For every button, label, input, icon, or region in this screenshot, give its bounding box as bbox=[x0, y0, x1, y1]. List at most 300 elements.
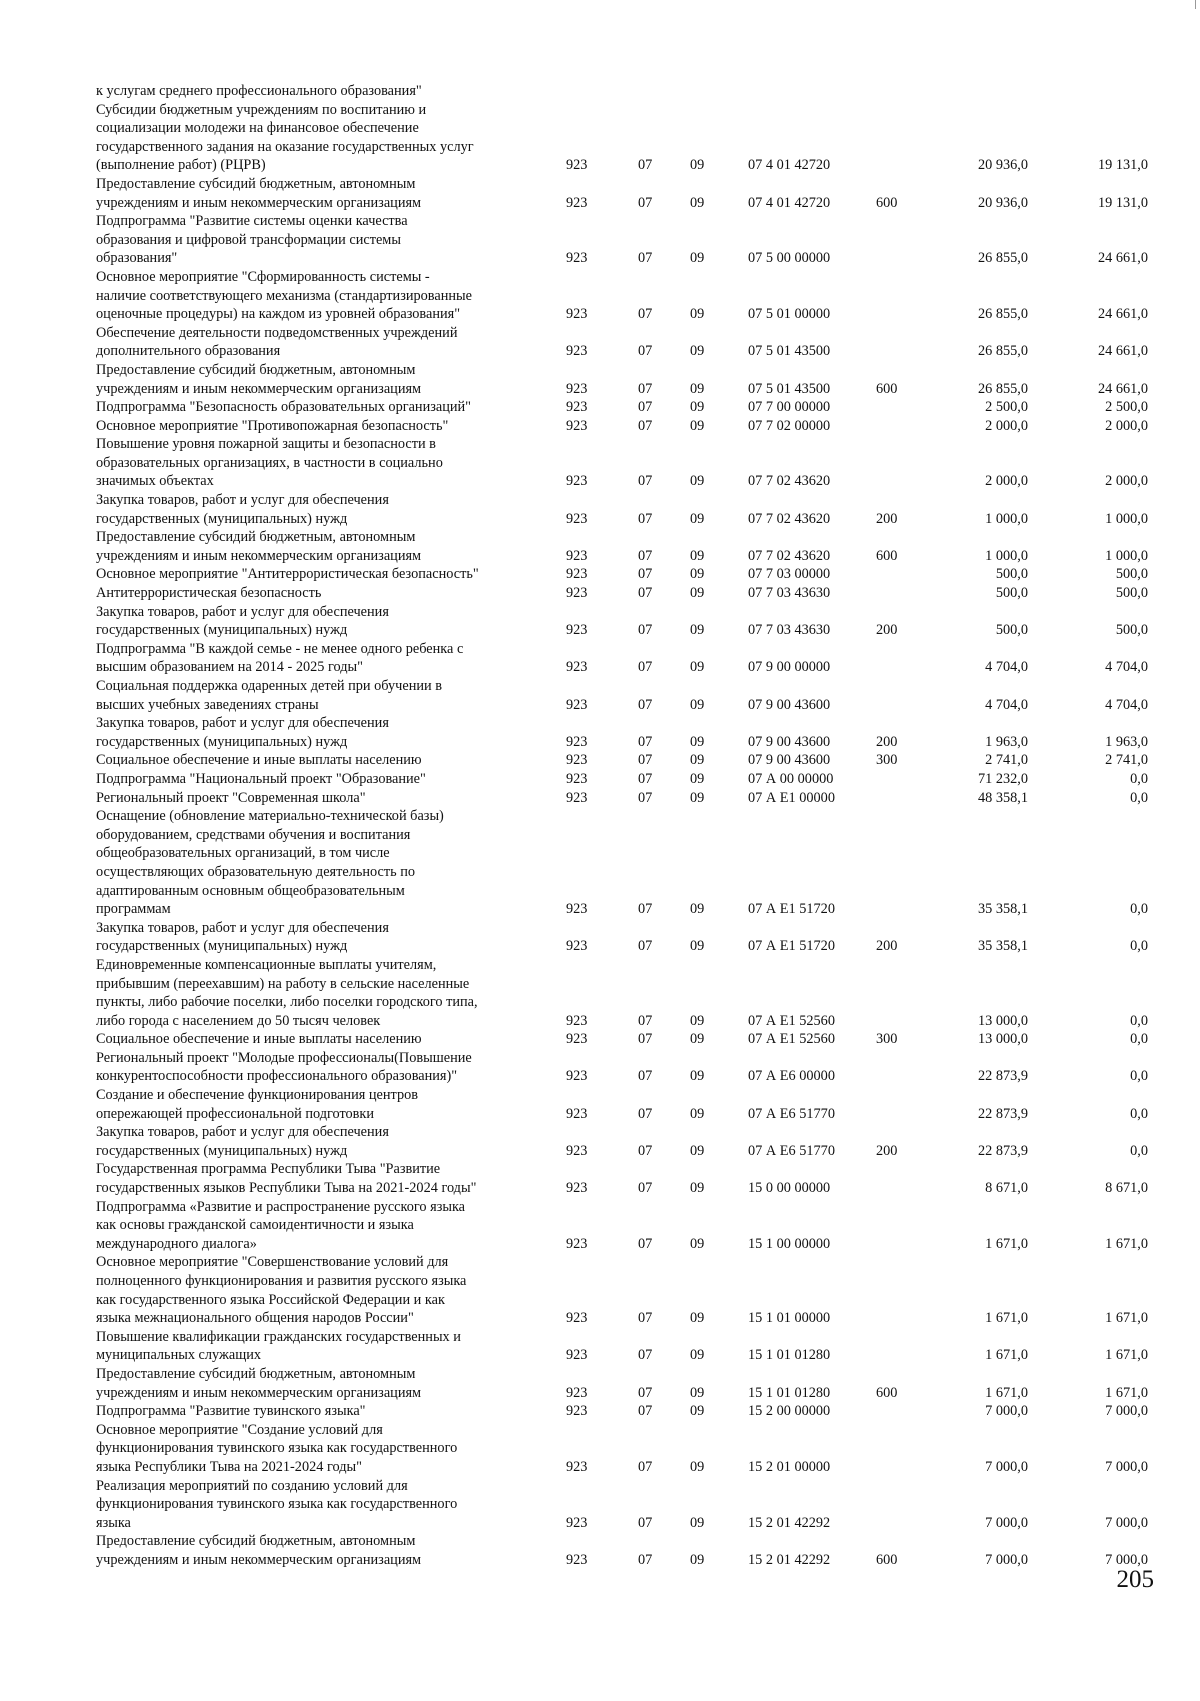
row-amount-year-2: 1 671,0 bbox=[1105, 1347, 1148, 1364]
row-amount-year-2: 1 671,0 bbox=[1105, 1235, 1148, 1252]
row-ved-code: 923 bbox=[566, 938, 588, 955]
row-amount-year-2: 0,0 bbox=[1130, 901, 1148, 918]
table-row bbox=[96, 751, 1148, 770]
row-name: Региональный проект "Молодые профессионалы(Повышение конкурентоспособности профессионального образования)" bbox=[96, 1049, 472, 1085]
row-expense-type-code: 600 bbox=[876, 380, 898, 397]
row-amount-year-2: 0,0 bbox=[1130, 1142, 1148, 1159]
row-amount-year-2 bbox=[1028, 82, 1148, 101]
row-target-article-code: 07 5 01 43500 bbox=[748, 380, 831, 397]
row-expense-type-code: 300 bbox=[876, 1031, 898, 1048]
row-subsection-code: 09 bbox=[690, 510, 705, 527]
row-expense-type-code: 600 bbox=[876, 194, 898, 211]
row-ved-code: 923 bbox=[566, 659, 588, 676]
row-name: Закупка товаров, работ и услуг для обеспечения государственных (муниципальных) нужд bbox=[96, 715, 389, 750]
row-name: Повышение квалификации гражданских государственных и муниципальных служащих bbox=[96, 1328, 461, 1364]
row-subsection-code: 09 bbox=[690, 1347, 705, 1364]
row-amount-year-2: 1 000,0 bbox=[1105, 547, 1148, 564]
row-amount-year-1: 22 873,9 bbox=[977, 1105, 1028, 1122]
row-section-code: 07 bbox=[638, 1458, 653, 1475]
row-amount-year-1: 22 873,9 bbox=[977, 1142, 1028, 1159]
table-row bbox=[96, 101, 1148, 175]
row-amount-year-1: 4 704,0 bbox=[985, 659, 1028, 676]
row-target-article-code bbox=[748, 82, 876, 101]
row-name: Основное мероприятие "Сформированность системы - наличие соответствующего механизма (стандартизированные оценочные процедуры) на каждом из уровней образования" bbox=[96, 268, 472, 323]
row-target-article-code: 07 7 02 43620 bbox=[748, 547, 831, 564]
row-amount-year-2: 2 500,0 bbox=[1105, 399, 1148, 416]
row-section-code: 07 bbox=[638, 1012, 653, 1029]
row-target-article-code: 15 1 01 00000 bbox=[748, 1310, 831, 1327]
row-section-code: 07 bbox=[638, 157, 653, 174]
table-row bbox=[96, 1086, 1148, 1123]
row-name: Предоставление субсидий бюджетным, автономным учреждениям и иным некоммерческим организациям bbox=[96, 361, 422, 397]
row-subsection-code: 09 bbox=[690, 1068, 705, 1085]
row-subsection-code: 09 bbox=[690, 1458, 705, 1475]
row-target-article-code: 07 А Е1 00000 bbox=[748, 789, 835, 806]
row-ved-code: 923 bbox=[566, 473, 588, 490]
row-target-article-code: 07 А Е6 51770 bbox=[748, 1105, 835, 1122]
row-amount-year-2: 500,0 bbox=[1115, 566, 1148, 583]
row-ved-code: 923 bbox=[566, 547, 588, 564]
table-row bbox=[96, 956, 1148, 1030]
row-expense-type-code bbox=[876, 1253, 936, 1327]
row-expense-type-code bbox=[876, 770, 936, 789]
row-expense-type-code bbox=[876, 1160, 936, 1197]
row-section-code: 07 bbox=[638, 1310, 653, 1327]
table-row bbox=[96, 770, 1148, 789]
row-amount-year-2: 0,0 bbox=[1130, 770, 1148, 787]
row-subsection-code: 09 bbox=[690, 938, 705, 955]
row-target-article-code: 07 А Е6 51770 bbox=[748, 1142, 835, 1159]
row-subsection-code: 09 bbox=[690, 1514, 705, 1531]
row-subsection-code: 09 bbox=[690, 1403, 705, 1420]
row-expense-type-code: 200 bbox=[876, 938, 898, 955]
row-amount-year-1: 1 000,0 bbox=[985, 547, 1028, 564]
row-section-code: 07 bbox=[638, 417, 653, 434]
table-row bbox=[96, 491, 1148, 528]
row-section-code: 07 bbox=[638, 1068, 653, 1085]
row-expense-type-code bbox=[876, 1328, 936, 1365]
row-target-article-code: 07 4 01 42720 bbox=[748, 194, 831, 211]
table-row bbox=[96, 1477, 1148, 1533]
row-subsection-code: 09 bbox=[690, 585, 705, 602]
table-row bbox=[96, 807, 1148, 919]
row-amount-year-1: 20 936,0 bbox=[977, 157, 1028, 174]
row-expense-type-code bbox=[876, 789, 936, 808]
row-ved-code: 923 bbox=[566, 343, 588, 360]
table-row bbox=[96, 417, 1148, 436]
row-ved-code: 923 bbox=[566, 1514, 588, 1531]
row-subsection-code: 09 bbox=[690, 399, 705, 416]
row-amount-year-2: 19 131,0 bbox=[1097, 194, 1148, 211]
row-target-article-code: 07 А Е1 52560 bbox=[748, 1031, 835, 1048]
row-ved-code: 923 bbox=[566, 566, 588, 583]
row-section-code: 07 bbox=[638, 547, 653, 564]
row-section-code: 07 bbox=[638, 938, 653, 955]
row-name: Социальная поддержка одаренных детей при обучении в высших учебных заведениях страны bbox=[96, 678, 443, 713]
row-expense-type-code bbox=[876, 268, 936, 324]
row-ved-code: 923 bbox=[566, 1403, 588, 1420]
row-expense-type-code: 600 bbox=[876, 1384, 898, 1401]
row-target-article-code: 07 9 00 43600 bbox=[748, 752, 831, 769]
row-amount-year-1: 13 000,0 bbox=[977, 1012, 1028, 1029]
row-expense-type-code bbox=[876, 398, 936, 417]
row-section-code: 07 bbox=[638, 566, 653, 583]
row-section-code: 07 bbox=[638, 306, 653, 323]
row-amount-year-1: 7 000,0 bbox=[985, 1551, 1028, 1568]
row-name: Подпрограмма "Национальный проект "Образование" bbox=[96, 770, 426, 787]
row-amount-year-1: 2 741,0 bbox=[985, 752, 1028, 769]
row-subsection-code: 09 bbox=[690, 380, 705, 397]
row-section-code: 07 bbox=[638, 343, 653, 360]
row-amount-year-2: 1 671,0 bbox=[1105, 1310, 1148, 1327]
row-subsection-code: 09 bbox=[690, 194, 705, 211]
row-ved-code: 923 bbox=[566, 510, 588, 527]
row-section-code: 07 bbox=[638, 1551, 653, 1568]
row-expense-type-code bbox=[876, 101, 936, 175]
row-name: Единовременные компенсационные выплаты учителям, прибывшим (переехавшим) на работу в сельские населенные пункты, либо рабочие поселки, либо поселки городского типа, либо города с населением до 50 тысяч человек bbox=[96, 956, 478, 1029]
row-amount-year-2: 1 671,0 bbox=[1105, 1384, 1148, 1401]
row-name: Оснащение (обновление материально-технической базы) оборудованием, средствами обучения и воспитания общеобразовательных организаций, в том числе осуществляющих образовательную деятельность по адаптированным основным общеобразовательным программам bbox=[96, 808, 444, 918]
row-name: Предоставление субсидий бюджетным, автономным учреждениям и иным некоммерческим организациям bbox=[96, 175, 422, 211]
row-amount-year-1: 7 000,0 bbox=[985, 1403, 1028, 1420]
row-name: к услугам среднего профессионального образования" bbox=[96, 83, 422, 99]
row-subsection-code: 09 bbox=[690, 1180, 705, 1197]
table-row bbox=[96, 640, 1148, 677]
row-amount-year-1: 1 000,0 bbox=[985, 510, 1028, 527]
row-subsection-code bbox=[690, 82, 748, 101]
row-target-article-code: 15 1 01 01280 bbox=[748, 1384, 831, 1401]
row-amount-year-2: 500,0 bbox=[1115, 585, 1148, 602]
row-expense-type-code: 200 bbox=[876, 510, 898, 527]
row-subsection-code: 09 bbox=[690, 1142, 705, 1159]
row-ved-code: 923 bbox=[566, 1031, 588, 1048]
row-name: Предоставление субсидий бюджетным, автономным учреждениям и иным некоммерческим организациям bbox=[96, 1365, 422, 1401]
table-row bbox=[96, 1198, 1148, 1254]
row-amount-year-1: 1 671,0 bbox=[985, 1310, 1028, 1327]
row-ved-code: 923 bbox=[566, 901, 588, 918]
row-amount-year-2: 0,0 bbox=[1130, 1031, 1148, 1048]
row-expense-type-code: 200 bbox=[876, 622, 898, 639]
row-name: Создание и обеспечение функционирования центров опережающей профессиональной подготовки bbox=[96, 1087, 419, 1122]
row-target-article-code: 07 4 01 42720 bbox=[748, 157, 831, 174]
row-name: Закупка товаров, работ и услуг для обеспечения государственных (муниципальных) нужд bbox=[96, 919, 389, 955]
row-name: Реализация мероприятий по созданию условий для функционирования тувинского языка как государственного языка bbox=[96, 1477, 458, 1531]
row-target-article-code: 07 7 03 43630 bbox=[748, 585, 831, 602]
row-subsection-code: 09 bbox=[690, 1235, 705, 1252]
row-amount-year-2: 2 000,0 bbox=[1105, 417, 1148, 434]
row-expense-type-code bbox=[876, 324, 936, 361]
row-target-article-code: 07 9 00 00000 bbox=[748, 659, 831, 676]
row-ved-code: 923 bbox=[566, 417, 588, 434]
row-expense-type-code bbox=[876, 565, 936, 584]
row-expense-type-code bbox=[876, 1086, 936, 1123]
row-section-code: 07 bbox=[638, 585, 653, 602]
row-amount-year-1: 2 500,0 bbox=[985, 399, 1028, 416]
row-subsection-code: 09 bbox=[690, 547, 705, 564]
table-row bbox=[96, 677, 1148, 714]
row-section-code: 07 bbox=[638, 1105, 653, 1122]
row-ved-code: 923 bbox=[566, 306, 588, 323]
row-section-code: 07 bbox=[638, 1142, 653, 1159]
row-amount-year-2: 7 000,0 bbox=[1105, 1458, 1148, 1475]
row-amount-year-2: 24 661,0 bbox=[1097, 343, 1148, 360]
row-section-code: 07 bbox=[638, 1384, 653, 1401]
row-amount-year-2: 7 000,0 bbox=[1105, 1514, 1148, 1531]
row-name: Основное мероприятие "Создание условий для функционирования тувинского языка как государственного языка Республики Тыва на 2021-2024 годы" bbox=[96, 1421, 458, 1475]
row-section-code: 07 bbox=[638, 1235, 653, 1252]
row-amount-year-2: 0,0 bbox=[1130, 1012, 1148, 1029]
row-subsection-code: 09 bbox=[690, 901, 705, 918]
scan-edge-mark bbox=[1195, 0, 1196, 9]
row-amount-year-1: 500,0 bbox=[995, 622, 1028, 639]
row-target-article-code: 15 0 00 00000 bbox=[748, 1180, 831, 1197]
row-amount-year-2: 19 131,0 bbox=[1097, 157, 1148, 174]
row-target-article-code: 07 5 01 00000 bbox=[748, 306, 831, 323]
row-expense-type-code: 300 bbox=[876, 752, 898, 769]
table-row bbox=[96, 398, 1148, 417]
row-amount-year-1: 26 855,0 bbox=[977, 250, 1028, 267]
row-amount-year-1: 22 873,9 bbox=[977, 1068, 1028, 1085]
row-section-code: 07 bbox=[638, 399, 653, 416]
row-subsection-code: 09 bbox=[690, 1310, 705, 1327]
row-subsection-code: 09 bbox=[690, 752, 705, 769]
row-name: Предоставление субсидий бюджетным, автономным учреждениям и иным некоммерческим организациям bbox=[96, 529, 422, 564]
row-target-article-code: 07 5 01 43500 bbox=[748, 343, 831, 360]
row-expense-type-code bbox=[876, 435, 936, 491]
table-row bbox=[96, 919, 1148, 956]
row-section-code: 07 bbox=[638, 789, 653, 806]
table-row bbox=[96, 603, 1148, 640]
row-amount-year-2: 0,0 bbox=[1130, 1068, 1148, 1085]
row-section-code: 07 bbox=[638, 659, 653, 676]
row-subsection-code: 09 bbox=[690, 696, 705, 713]
row-section-code: 07 bbox=[638, 194, 653, 211]
row-section-code: 07 bbox=[638, 1514, 653, 1531]
row-amount-year-1: 8 671,0 bbox=[985, 1180, 1028, 1197]
row-subsection-code: 09 bbox=[690, 343, 705, 360]
table-row bbox=[96, 565, 1148, 584]
row-amount-year-1: 4 704,0 bbox=[985, 696, 1028, 713]
table-row bbox=[96, 1160, 1148, 1197]
row-name: Антитеррористическая безопасность bbox=[96, 585, 322, 602]
row-section-code: 07 bbox=[638, 510, 653, 527]
table-row bbox=[96, 212, 1148, 268]
table-row bbox=[96, 528, 1148, 565]
row-target-article-code: 15 1 01 01280 bbox=[748, 1347, 831, 1364]
row-section-code: 07 bbox=[638, 1347, 653, 1364]
row-ved-code: 923 bbox=[566, 1347, 588, 1364]
row-ved-code: 923 bbox=[566, 1180, 588, 1197]
table-row bbox=[96, 789, 1148, 808]
row-target-article-code: 15 2 01 42292 bbox=[748, 1514, 831, 1531]
row-subsection-code: 09 bbox=[690, 417, 705, 434]
row-ved-code: 923 bbox=[566, 380, 588, 397]
row-target-article-code: 07 7 02 43620 bbox=[748, 510, 831, 527]
row-subsection-code: 09 bbox=[690, 1012, 705, 1029]
table-row bbox=[96, 175, 1148, 212]
row-ved-code: 923 bbox=[566, 752, 588, 769]
row-amount-year-2: 0,0 bbox=[1130, 789, 1148, 806]
row-expense-type-code bbox=[876, 212, 936, 268]
row-target-article-code: 07 А 00 00000 bbox=[748, 770, 834, 787]
row-section-code: 07 bbox=[638, 1031, 653, 1048]
row-amount-year-1: 13 000,0 bbox=[977, 1031, 1028, 1048]
row-subsection-code: 09 bbox=[690, 1031, 705, 1048]
row-amount-year-1: 20 936,0 bbox=[977, 194, 1028, 211]
row-name: Региональный проект "Современная школа" bbox=[96, 789, 366, 806]
row-section-code: 07 bbox=[638, 473, 653, 490]
table-row bbox=[96, 1030, 1148, 1049]
row-amount-year-2: 24 661,0 bbox=[1097, 306, 1148, 323]
row-expense-type-code bbox=[876, 584, 936, 603]
row-subsection-code: 09 bbox=[690, 733, 705, 750]
row-name: Повышение уровня пожарной защиты и безопасности в образовательных организациях, в частности в социально значимых объектах bbox=[96, 436, 443, 490]
row-name: Закупка товаров, работ и услуг для обеспечения государственных (муниципальных) нужд bbox=[96, 603, 389, 639]
table-row bbox=[96, 1402, 1148, 1421]
row-ved-code: 923 bbox=[566, 1384, 588, 1401]
row-subsection-code: 09 bbox=[690, 1551, 705, 1568]
row-section-code: 07 bbox=[638, 733, 653, 750]
table-row bbox=[96, 1049, 1148, 1086]
row-subsection-code: 09 bbox=[690, 789, 705, 806]
row-section-code: 07 bbox=[638, 901, 653, 918]
row-subsection-code: 09 bbox=[690, 1384, 705, 1401]
row-amount-year-2: 4 704,0 bbox=[1105, 696, 1148, 713]
row-amount-year-1: 1 963,0 bbox=[985, 733, 1028, 750]
row-target-article-code: 15 1 00 00000 bbox=[748, 1235, 831, 1252]
row-expense-type-code bbox=[876, 1049, 936, 1086]
row-section-code: 07 bbox=[638, 770, 653, 787]
row-amount-year-2: 24 661,0 bbox=[1097, 380, 1148, 397]
budget-table bbox=[96, 82, 1148, 1570]
row-expense-type-code: 600 bbox=[876, 547, 898, 564]
row-amount-year-2: 8 671,0 bbox=[1105, 1180, 1148, 1197]
row-ved-code: 923 bbox=[566, 1012, 588, 1029]
table-row bbox=[96, 435, 1148, 491]
row-target-article-code: 07 7 00 00000 bbox=[748, 399, 831, 416]
table-row bbox=[96, 584, 1148, 603]
table-row bbox=[96, 1421, 1148, 1477]
row-amount-year-1: 71 232,0 bbox=[977, 770, 1028, 787]
row-amount-year-1: 26 855,0 bbox=[977, 343, 1028, 360]
row-subsection-code: 09 bbox=[690, 566, 705, 583]
row-target-article-code: 07 А Е1 51720 bbox=[748, 938, 835, 955]
row-amount-year-1: 1 671,0 bbox=[985, 1347, 1028, 1364]
table-row bbox=[96, 714, 1148, 751]
row-amount-year-1: 7 000,0 bbox=[985, 1458, 1028, 1475]
row-name: Социальное обеспечение и иные выплаты населению bbox=[96, 752, 422, 769]
row-ved-code: 923 bbox=[566, 1551, 588, 1568]
row-expense-type-code bbox=[876, 1402, 936, 1421]
row-expense-type-code: 600 bbox=[876, 1551, 898, 1568]
row-target-article-code: 15 2 01 00000 bbox=[748, 1458, 831, 1475]
row-ved-code: 923 bbox=[566, 399, 588, 416]
row-expense-type-code bbox=[876, 640, 936, 677]
row-expense-type-code bbox=[876, 417, 936, 436]
row-name: Государственная программа Республики Тыва "Развитие государственных языков Республики Тыва на 2021-2024 годы" bbox=[96, 1161, 477, 1197]
row-subsection-code: 09 bbox=[690, 659, 705, 676]
row-name: Предоставление субсидий бюджетным, автономным учреждениям и иным некоммерческим организациям bbox=[96, 1533, 422, 1568]
row-name: Обеспечение деятельности подведомственных учреждений дополнительного образования bbox=[96, 324, 458, 360]
row-amount-year-2: 0,0 bbox=[1130, 1105, 1148, 1122]
row-name: Подпрограмма "Развитие тувинского языка" bbox=[96, 1403, 366, 1420]
row-amount-year-2: 2 000,0 bbox=[1105, 473, 1148, 490]
row-target-article-code: 07 7 03 00000 bbox=[748, 566, 831, 583]
row-target-article-code: 15 2 01 42292 bbox=[748, 1551, 831, 1568]
row-subsection-code: 09 bbox=[690, 157, 705, 174]
row-expense-type-code bbox=[876, 1198, 936, 1254]
row-amount-year-1: 500,0 bbox=[995, 585, 1028, 602]
row-target-article-code: 07 7 03 43630 bbox=[748, 622, 831, 639]
row-name: Подпрограмма "Развитие системы оценки качества образования и цифровой трансформации системы образования" bbox=[96, 213, 408, 267]
row-expense-type-code bbox=[876, 1421, 936, 1477]
table-row bbox=[96, 1328, 1148, 1365]
table-row bbox=[96, 82, 1148, 101]
row-amount-year-2: 1 000,0 bbox=[1105, 510, 1148, 527]
row-amount-year-1: 26 855,0 bbox=[977, 306, 1028, 323]
row-subsection-code: 09 bbox=[690, 473, 705, 490]
row-expense-type-code: 200 bbox=[876, 1142, 898, 1159]
row-ved-code: 923 bbox=[566, 250, 588, 267]
row-amount-year-2: 24 661,0 bbox=[1097, 250, 1148, 267]
row-amount-year-1 bbox=[936, 82, 1028, 101]
row-subsection-code: 09 bbox=[690, 770, 705, 787]
row-ved-code: 923 bbox=[566, 1142, 588, 1159]
row-amount-year-1: 2 000,0 bbox=[985, 473, 1028, 490]
row-section-code: 07 bbox=[638, 622, 653, 639]
row-amount-year-1: 500,0 bbox=[995, 566, 1028, 583]
row-expense-type-code bbox=[876, 956, 936, 1030]
row-ved-code: 923 bbox=[566, 1068, 588, 1085]
row-name: Социальное обеспечение и иные выплаты населению bbox=[96, 1031, 422, 1048]
row-ved-code: 923 bbox=[566, 1235, 588, 1252]
table-row bbox=[96, 324, 1148, 361]
row-name: Подпрограмма "В каждой семье - не менее одного ребенка с высшим образованием на 2014 - 2025 годы" bbox=[96, 640, 464, 676]
row-expense-type-code: 200 bbox=[876, 733, 898, 750]
table-row bbox=[96, 1532, 1148, 1569]
row-ved-code: 923 bbox=[566, 696, 588, 713]
row-amount-year-2: 0,0 bbox=[1130, 938, 1148, 955]
row-ved-code: 923 bbox=[566, 770, 588, 787]
row-section-code: 07 bbox=[638, 1403, 653, 1420]
row-target-article-code: 07 9 00 43600 bbox=[748, 696, 831, 713]
row-name: Основное мероприятие "Антитеррористическая безопасность" bbox=[96, 566, 479, 583]
row-expense-type-code bbox=[876, 82, 936, 101]
row-target-article-code: 07 7 02 00000 bbox=[748, 417, 831, 434]
row-subsection-code: 09 bbox=[690, 1105, 705, 1122]
row-subsection-code: 09 bbox=[690, 622, 705, 639]
row-amount-year-1: 35 358,1 bbox=[977, 901, 1028, 918]
row-ved-code: 923 bbox=[566, 1310, 588, 1327]
row-amount-year-2: 7 000,0 bbox=[1105, 1551, 1148, 1568]
row-amount-year-1: 35 358,1 bbox=[977, 938, 1028, 955]
row-name: Подпрограмма "Безопасность образовательных организаций" bbox=[96, 399, 472, 416]
table-row bbox=[96, 1365, 1148, 1402]
row-expense-type-code bbox=[876, 807, 936, 919]
row-name: Основное мероприятие "Совершенствование условий для полноценного функционирования и развития русского языка как государственного языка Российской Федерации и как языка межнационального общения народов России" bbox=[96, 1254, 467, 1327]
row-name: Субсидии бюджетным учреждениям по воспитанию и социализации молодежи на финансовое обеспечение государственного задания на оказание государственных услуг (выполнение работ) (РЦРВ) bbox=[96, 101, 474, 174]
row-subsection-code: 09 bbox=[690, 306, 705, 323]
row-ved-code: 923 bbox=[566, 194, 588, 211]
budget-table-body bbox=[96, 82, 1148, 1570]
row-section-code: 07 bbox=[638, 696, 653, 713]
row-amount-year-2: 4 704,0 bbox=[1105, 659, 1148, 676]
page-number: 205 bbox=[1116, 1566, 1154, 1593]
row-section-code: 07 bbox=[638, 250, 653, 267]
row-ved-code: 923 bbox=[566, 585, 588, 602]
row-expense-type-code bbox=[876, 677, 936, 714]
row-ved-code: 923 bbox=[566, 789, 588, 806]
